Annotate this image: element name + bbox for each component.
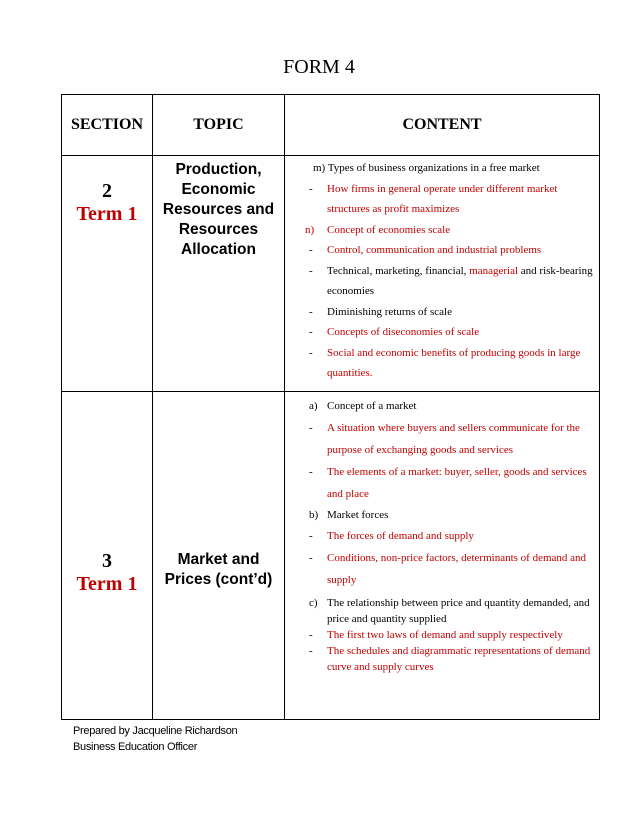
item-marker: - bbox=[309, 264, 313, 277]
list-item bbox=[285, 179, 599, 220]
item-marker: - bbox=[309, 629, 313, 641]
curriculum-table bbox=[61, 94, 600, 720]
list-item bbox=[285, 461, 599, 505]
list-item bbox=[285, 220, 599, 241]
list-item bbox=[285, 343, 599, 384]
list-item bbox=[285, 591, 599, 627]
item-marker: - bbox=[309, 346, 313, 359]
topic-cell bbox=[153, 392, 285, 720]
item-marker: a) bbox=[309, 400, 318, 412]
item-text: Concept of a market bbox=[327, 400, 417, 412]
item-marker: - bbox=[309, 182, 313, 195]
topic-text: Market and Prices (cont’d) bbox=[164, 551, 273, 588]
item-marker: - bbox=[309, 530, 313, 542]
content-cell bbox=[285, 156, 600, 392]
footer bbox=[73, 723, 237, 755]
section-cell bbox=[62, 392, 153, 720]
list-item bbox=[285, 322, 599, 343]
list-item bbox=[285, 396, 599, 417]
topic-header: TOPIC bbox=[153, 95, 285, 156]
page-title: FORM 4 bbox=[283, 56, 355, 78]
footer-role: Business Education Officer bbox=[73, 741, 198, 753]
list-item bbox=[285, 240, 599, 261]
content-list bbox=[285, 396, 599, 675]
item-text: The schedules and diagrammatic representations of demand curve and supply curves bbox=[327, 645, 591, 673]
list-item bbox=[285, 417, 599, 461]
content-list bbox=[285, 158, 599, 384]
list-item bbox=[285, 505, 599, 526]
item-marker: n) bbox=[305, 223, 315, 236]
item-marker: - bbox=[309, 244, 313, 256]
table-row bbox=[62, 392, 600, 720]
item-marker: c) bbox=[309, 597, 318, 609]
header-row bbox=[62, 95, 600, 156]
item-text: How firms in general operate under different market structures as profit maximizes bbox=[327, 182, 558, 215]
section-number: 3 bbox=[102, 550, 112, 572]
item-marker: b) bbox=[309, 508, 319, 521]
topic-text: Production, Economic Resources and Resources Allocation bbox=[162, 161, 275, 258]
term-label: Term 1 bbox=[76, 203, 138, 225]
table-row bbox=[62, 156, 600, 392]
list-item bbox=[285, 158, 599, 179]
list-item bbox=[285, 547, 599, 591]
item-marker: - bbox=[309, 645, 313, 657]
item-text: The forces of demand and supply bbox=[327, 530, 474, 542]
list-item bbox=[285, 627, 599, 643]
item-text: A situation where buyers and sellers communicate for the purpose of exchanging goods and services bbox=[327, 421, 580, 456]
item-text: m) Types of business organizations in a free market bbox=[313, 162, 540, 174]
section-cell bbox=[62, 156, 153, 392]
topic-cell bbox=[153, 156, 285, 392]
item-text: Market forces bbox=[327, 508, 389, 521]
item-marker: - bbox=[309, 421, 313, 434]
item-marker: - bbox=[309, 305, 313, 318]
section-number: 2 bbox=[102, 180, 112, 202]
item-text: Conditions, non-price factors, determinants of demand and supply bbox=[327, 552, 587, 586]
highlight-text: managerial bbox=[469, 264, 519, 277]
item-text: The elements of a market: buyer, seller, goods and services and place bbox=[327, 465, 587, 500]
item-marker: - bbox=[309, 552, 313, 564]
item-text: Technical, marketing, financial, managerial and risk-bearing economies bbox=[327, 264, 593, 297]
footer-author: Prepared by Jacqueline Richardson bbox=[73, 725, 238, 737]
content-header: CONTENT bbox=[285, 95, 600, 156]
item-text: Diminishing returns of scale bbox=[327, 305, 452, 318]
item-text: Social and economic benefits of producing goods in large quantities. bbox=[327, 346, 581, 379]
item-text: The relationship between price and quantity demanded, and price and quantity supplied bbox=[327, 597, 590, 625]
item-text: Control, communication and industrial problems bbox=[327, 244, 542, 256]
item-text: The first two laws of demand and supply respectively bbox=[327, 629, 563, 641]
term-label: Term 1 bbox=[76, 573, 138, 595]
list-item bbox=[285, 643, 599, 675]
item-text: Concepts of diseconomies of scale bbox=[327, 326, 480, 338]
section-header: SECTION bbox=[62, 95, 153, 156]
list-item bbox=[285, 261, 599, 302]
item-text: Concept of economies scale bbox=[327, 223, 451, 236]
item-marker: - bbox=[309, 326, 313, 338]
item-marker: - bbox=[309, 465, 313, 478]
list-item bbox=[285, 302, 599, 323]
content-cell bbox=[285, 392, 600, 720]
list-item bbox=[285, 525, 599, 547]
